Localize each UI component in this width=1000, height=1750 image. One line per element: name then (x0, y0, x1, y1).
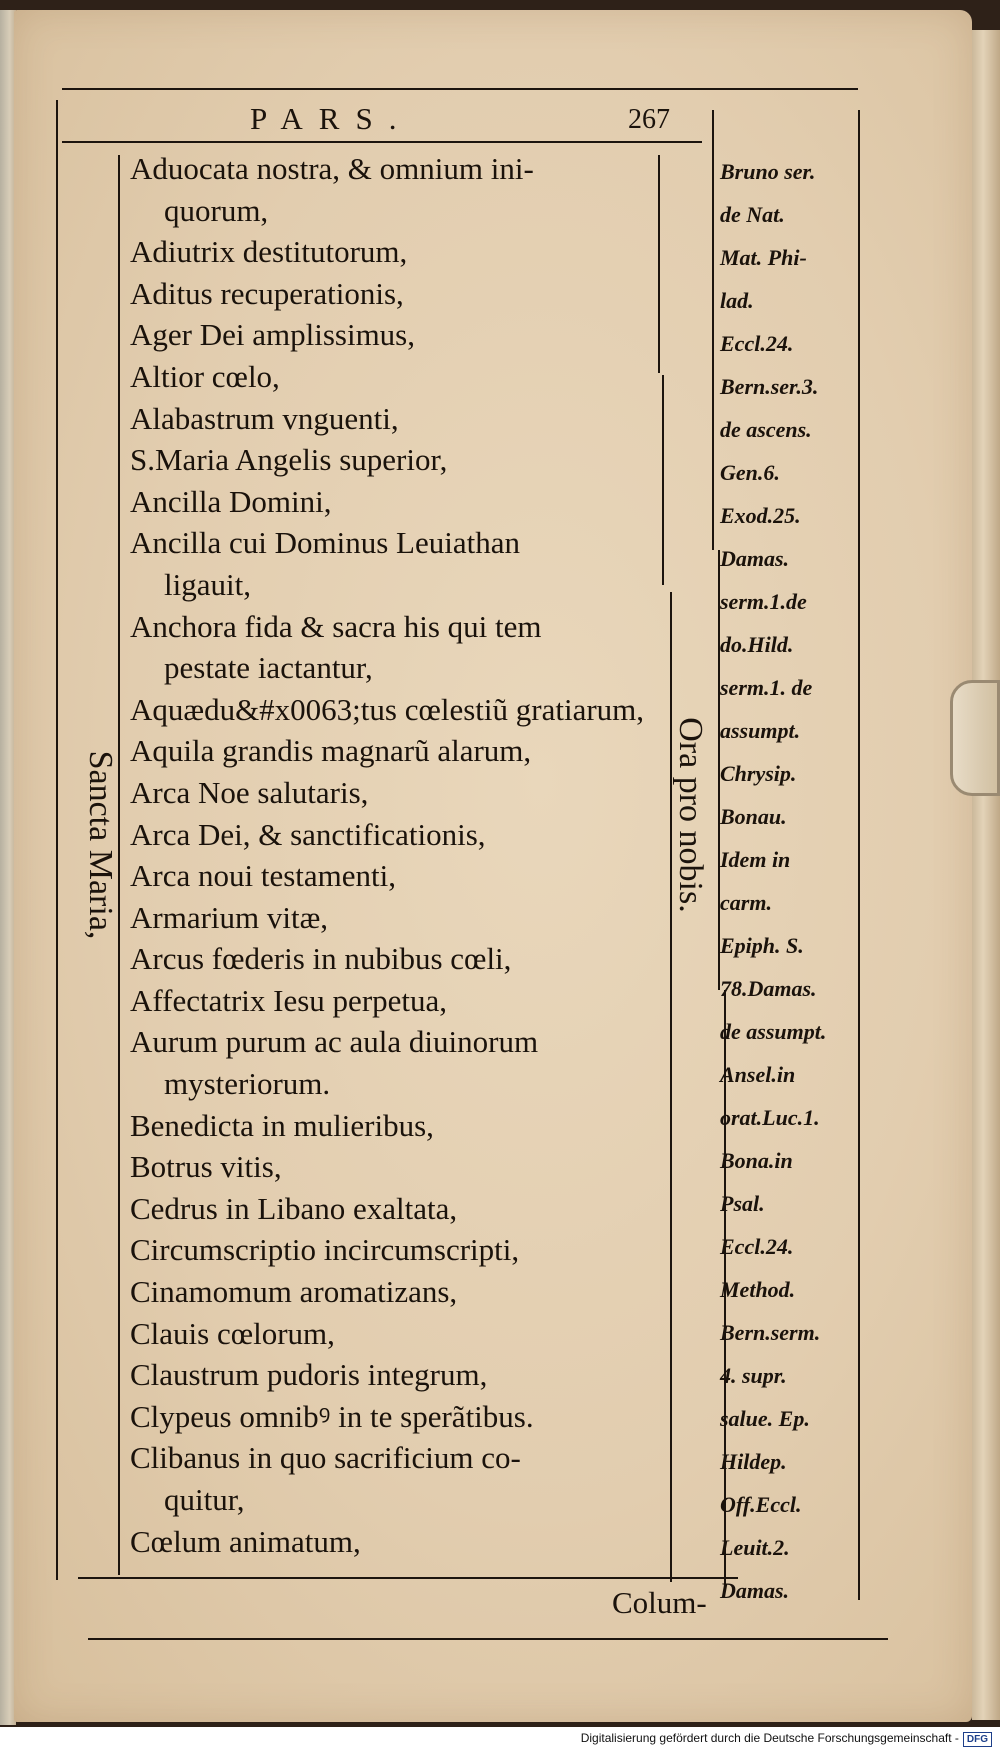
reference-line: Bruno ser. (720, 159, 816, 184)
reference-line: Epiph. S. (720, 933, 804, 958)
litany-entries-list (130, 148, 670, 1562)
reference-line: serm.1.de (720, 589, 807, 614)
entry-line: Arca Dei, & sanctificationis, (130, 816, 486, 852)
top-rule (62, 88, 858, 90)
reference-line: Bern.ser.3. (720, 374, 819, 399)
entry-line: Botrus vitis, (130, 1149, 282, 1185)
book-clasp (950, 680, 1000, 796)
reference-line: lad. (720, 288, 754, 313)
entry-line: Aquila grandis magnarũ alarum, (130, 733, 532, 769)
reference-line: Eccl.24. (720, 1234, 794, 1259)
entry-line: Aurum purum ac aula diuinorum (130, 1024, 539, 1060)
reference-line: Bona.in (720, 1148, 793, 1173)
entry-line: Arca noui testamenti, (130, 858, 396, 894)
left-frame-line (56, 100, 58, 1580)
refs-left-line-upper (712, 110, 714, 550)
reference-line: Psal. (720, 1191, 765, 1216)
dfg-logo-badge: DFG (963, 1732, 992, 1747)
entry-line: Ancilla cui Dominus Leuiathan (130, 525, 520, 561)
entry-line: S.Maria Angelis superior, (130, 442, 448, 478)
entry-line: Altior cœlo, (130, 358, 280, 394)
reference-line: Damas. (720, 546, 790, 571)
reference-line: Leuit.2. (720, 1535, 790, 1560)
entry-line: Alabastrum vnguenti, (130, 400, 399, 436)
vertical-label-left: Sancta Maria, (82, 750, 119, 940)
reference-line: do.Hild. (720, 632, 794, 657)
reference-line: de Nat. (720, 202, 785, 227)
entry-line: Benedicta in mulieribus, (130, 1107, 434, 1143)
entry-line: Armarium vitæ, (130, 899, 329, 935)
reference-line: de ascens. (720, 417, 812, 442)
entry-line: Aditus recuperationis, (130, 275, 404, 311)
header-rule (62, 141, 702, 143)
entry-line: quorum, (164, 192, 269, 228)
running-title: PARS. (250, 101, 413, 136)
footer-rule (88, 1638, 888, 1640)
vertical-label-middle: Ora pro nobis. (672, 717, 709, 913)
entry-line: Claustrum pudoris integrum, (130, 1357, 488, 1393)
reference-line: orat.Luc.1. (720, 1105, 820, 1130)
reference-line: salue. Ep. (720, 1406, 810, 1431)
reference-line: 78.Damas. (720, 976, 817, 1001)
reference-line: Exod.25. (720, 503, 801, 528)
entry-line: Ancilla Domini, (130, 483, 332, 519)
reference-line: Ansel.in (720, 1062, 796, 1087)
entry-line: Anchora fida & sacra his qui tem (130, 608, 542, 644)
reference-line: Eccl.24. (720, 331, 794, 356)
entry-line: mysteriorum. (164, 1066, 331, 1102)
catchword: Colum- (612, 1585, 707, 1620)
entry-line: Clauis cœlorum, (130, 1315, 335, 1351)
entry-line: Ager Dei amplissimus, (130, 317, 415, 353)
entry-line: Clypeus omnibꝰ in te sperãtibus. (130, 1398, 534, 1434)
entry-line: Circumscriptio incircumscripti, (130, 1232, 520, 1268)
entry-line: Affectatrix Iesu perpetua, (130, 982, 448, 1018)
footer-credit (581, 1731, 992, 1747)
reference-line: Off.Eccl. (720, 1492, 802, 1517)
reference-line: assumpt. (720, 718, 801, 743)
bottom-rule (78, 1577, 738, 1579)
reference-line: Damas. (720, 1578, 790, 1603)
reference-line: 4. supr. (720, 1363, 787, 1388)
entry-line: Adiutrix destitutorum, (130, 234, 408, 270)
reference-line: Bern.serm. (720, 1320, 821, 1345)
reference-line: Method. (720, 1277, 796, 1302)
entry-line: Arcus fœderis in nubibus cœli, (130, 941, 512, 977)
reference-line: Mat. Phi- (720, 245, 807, 270)
entry-line: Cedrus in Libano exaltata, (130, 1190, 458, 1226)
marginal-references-list (720, 150, 892, 1612)
entry-line: Clibanus in quo sacrificium co- (130, 1440, 521, 1476)
reference-line: Bonau. (720, 804, 787, 829)
reference-line: Gen.6. (720, 460, 780, 485)
reference-line: carm. (720, 890, 772, 915)
reference-line: Hildep. (720, 1449, 787, 1474)
reference-line: serm.1. de (720, 675, 813, 700)
entry-line: Arca Noe salutaris, (130, 774, 369, 810)
entry-line: Aduocata nostra, & omnium ini- (130, 151, 534, 186)
reference-line: de assumpt. (720, 1019, 827, 1044)
reference-line: Chrysip. (720, 761, 797, 786)
page-stack-edge (972, 30, 1000, 1720)
entry-line: ligauit, (164, 566, 251, 602)
footer-credit-text: Digitalisierung gefördert durch die Deutsche Forschungsgemeinschaft - (580, 1731, 959, 1745)
reference-line: Idem in (720, 847, 791, 872)
entry-line: Aquædu&#x0063;tus cœlestiũ gratiarum, (130, 691, 645, 727)
entry-line: Cœlum animatum, (130, 1523, 361, 1559)
entry-line: pestate iactantur, (164, 650, 373, 686)
page-number: 267 (628, 104, 670, 135)
entry-line: quitur, (164, 1482, 245, 1517)
entry-line: Cinamomum aromatizans, (130, 1274, 458, 1310)
